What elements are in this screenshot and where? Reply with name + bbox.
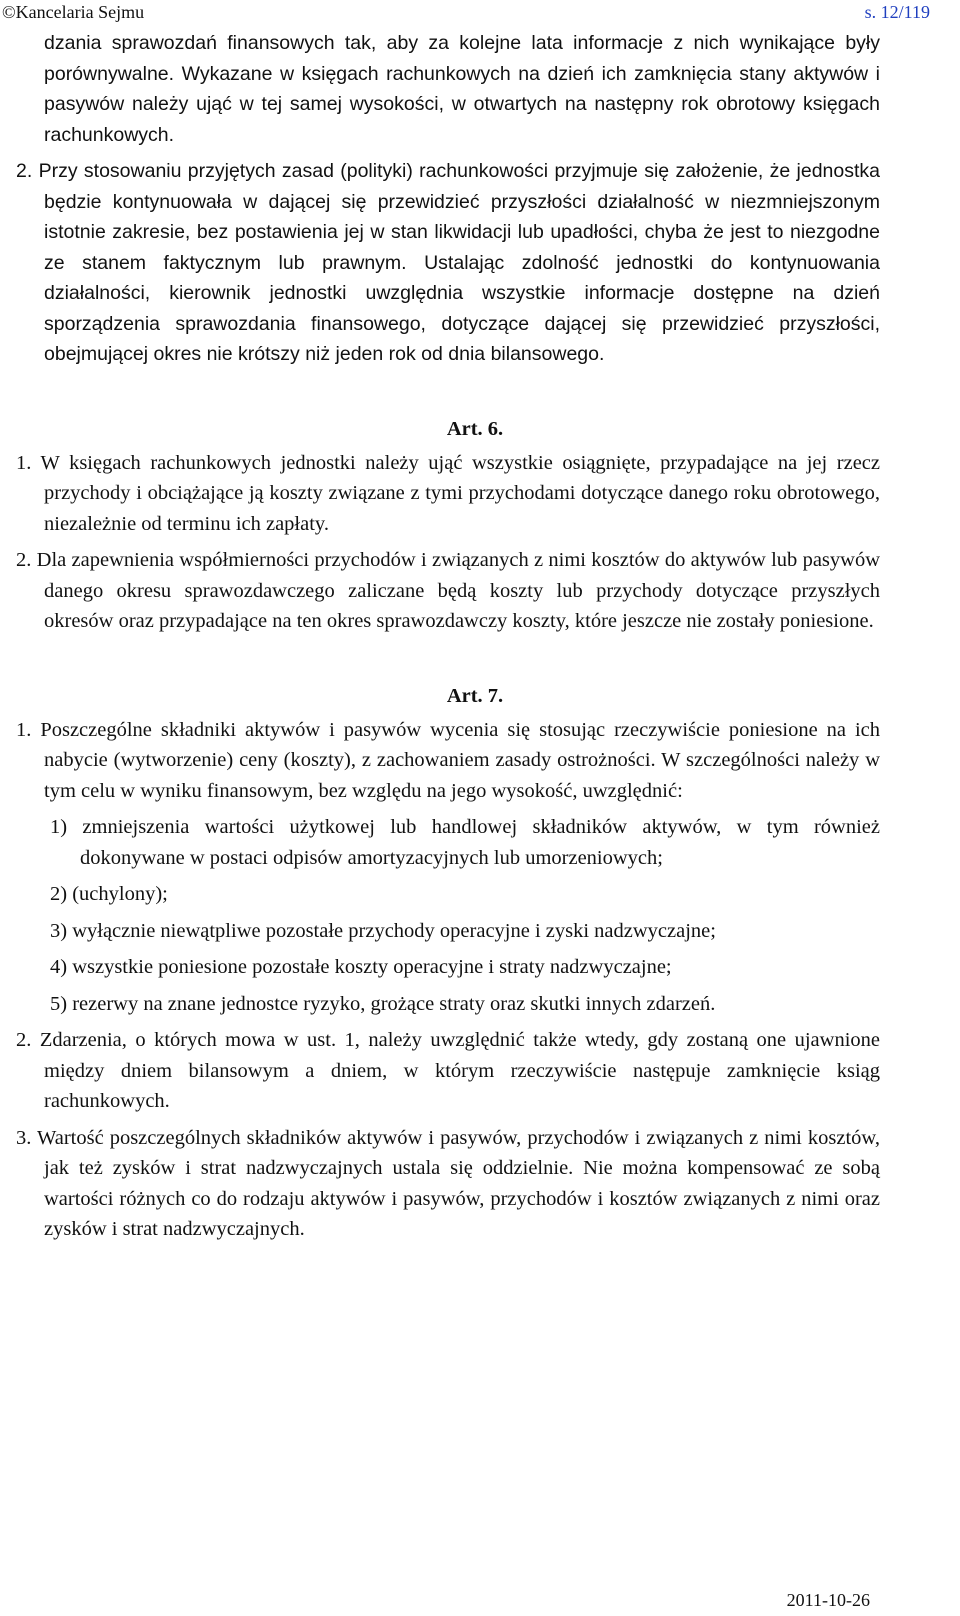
art7-paragraph-3: 3. Wartość poszczególnych składników aktywów i pasywów, przychodów i związanych z nimi kosztów, jak też zysków i strat nadzwyczajnych ustala się oddzielnie. Nie można kompensować ze sobą wartości różnych co do rodzaju aktywów i pasywów, przychodów i kosztów związanych z nimi oraz zysków i strat nadzwyczajnych. bbox=[16, 1126, 880, 1240]
art7-item-3: 3) wyłącznie niewątpliwe pozostałe przychody operacyjne i zyski nadzwyczajne; bbox=[50, 919, 716, 942]
art7-item-1: 1) zmniejszenia wartości użytkowej lub handlowej składników aktywów, w tym również dokonywane w postaci odpisów amortyzacyjnych lub umorzeniowych; bbox=[50, 816, 880, 869]
art7-paragraph-2: 2. Zdarzenia, o których mowa w ust. 1, należy uwzględnić także wtedy, gdy zostaną one ujawnione między dniem bilansowym a dniem, w którym rzeczywiście następuje zamknięcie ksiąg rachunkowych. bbox=[16, 1029, 880, 1112]
article-6-heading: Art. 6. bbox=[446, 417, 504, 440]
art7-paragraph-1: 1. Poszczególne składniki aktywów i pasywów wycenia się stosując rzeczywiście poniesione na ich nabycie (wytworzenie) ceny (koszty), z zachowaniem zasady ostrożności. W szczególności należy w tym celu w wyniku finansowym, bez względu na jego wysokość, uwzględnić: bbox=[16, 718, 880, 802]
art7-item-4: 4) wszystkie poniesione pozostałe koszty operacyjne i straty nadzwyczajne; bbox=[50, 956, 672, 978]
page-number: s. 12/119 bbox=[864, 2, 930, 22]
footer-date: 2011-10-26 bbox=[786, 1590, 870, 1610]
art7-item-2: 2) (uchylony); bbox=[50, 883, 168, 905]
art7-item-5: 5) rezerwy na znane jednostce ryzyko, grożące straty oraz skutki innych zdarzeń. bbox=[50, 992, 716, 1015]
document-body bbox=[0, 28, 880, 1245]
paragraph-intro: dzania sprawozdań finansowych tak, aby za kolejne lata informacje z nich wynikające były porównywalne. Wykazane w księgach rachunkowych na dzień ich zamknięcia stany aktywów i pasywów należy ująć w tej samej wysokości, w otwartych na następny rok obrotowy księgach rachunkowych. bbox=[44, 32, 880, 146]
header-copyright: ©Kancelaria Sejmu bbox=[2, 2, 145, 22]
art6-paragraph-1: 1. W księgach rachunkowych jednostki należy ująć wszystkie osiągnięte, przypadające na jej rzecz przychody i obciążające ją koszty związane z tymi przychodami dotyczące danego roku obrotowego, niezależnie od terminu ich zapłaty. bbox=[16, 451, 880, 535]
article-7-heading: Art. 7. bbox=[446, 684, 504, 707]
art6-paragraph-2: 2. Dla zapewnienia współmierności przychodów i związanych z nimi kosztów do aktywów lub pasywów danego okresu sprawozdawczego zaliczane będą koszty lub przychody dotyczące przyszłych okresów oraz przypadające na ten okres sprawozdawczy koszty, które jeszcze nie zostały poniesione. bbox=[16, 549, 880, 632]
paragraph-2: 2. Przy stosowaniu przyjętych zasad (polityki) rachunkowości przyjmuje się założenie, że jednostka będzie kontynuowała w dającej się przewidzieć przyszłości działalność w niezmniejszonym istotnie zakresie, bez postawienia jej w stan likwidacji lub upadłości, chyba że jest to niezgodne ze stanem faktycznym lub prawnym. Ustalając zdolność jednostki do kontynuowania działalności, kierownik jednostki uwzględnia wszystkie informacje dostępne na dzień sporządzenia sprawozdania finansowego, dotyczące dającej się przewidzieć przyszłości, obejmującej okres nie krótszy niż jeden rok od dnia bilansowego. bbox=[16, 160, 880, 365]
